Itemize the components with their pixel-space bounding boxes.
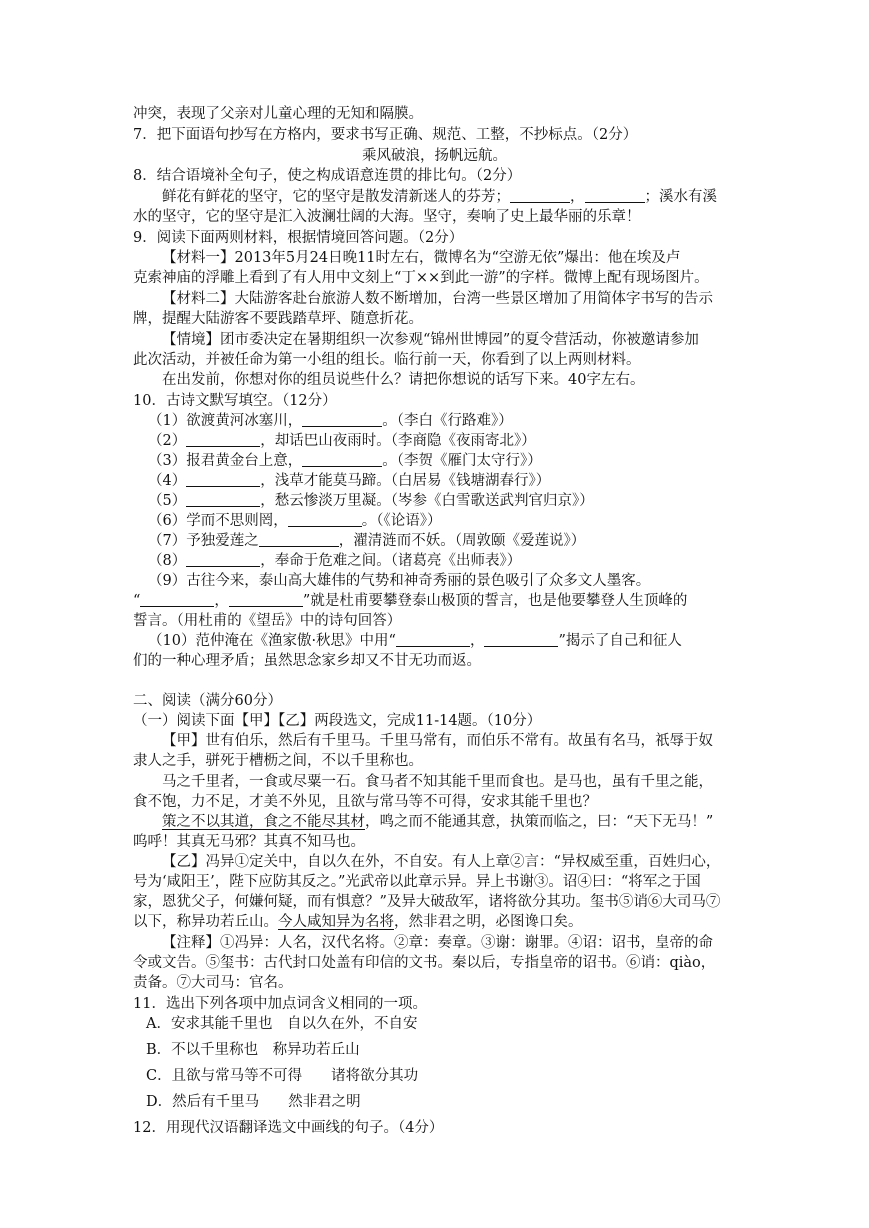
text-line: 隶人之手，骈死于槽枥之间，不以千里称也。 — [133, 753, 423, 769]
notes: 【注释】①冯异：人名，汉代名将。②章：奏章。③谢：谢罪。④诏：诏书，皇帝的命 — [162, 935, 713, 951]
text-line: 誓言。（用杜甫的《望岳》中的诗句回答） — [133, 613, 402, 629]
text-fragment: 。（李白《行路难》） — [382, 413, 513, 429]
poem-item-5 — [148, 491, 594, 511]
text-line: 克索神庙的浮雕上看到了有人用中文刻上“丁××到此一游”的字样。微博上配有现场图片。 — [133, 270, 709, 286]
answer-blank[interactable] — [186, 551, 260, 567]
passage-yi: 【乙】冯异①定关中，自以久在外，不自安。有人上章②言：“异权威至重，百姓归心， — [162, 854, 721, 870]
text-line — [162, 187, 717, 207]
text-line — [162, 812, 713, 832]
subsection-heading: （一）阅读下面【甲】【乙】两段选文，完成11-14题。（10分） — [133, 713, 542, 729]
text-line: 此次活动，并被任命为第一小组的组长。临行前一天，你看到了以上两则材料。 — [133, 352, 641, 368]
text-line: 责备。⑦大司马：官名。 — [133, 975, 293, 991]
text-line — [133, 591, 687, 611]
text-fragment: ，鸣之而不能通其意，执策而临之，曰：“天下无马！” — [365, 814, 714, 830]
text-line: 牌，提醒大陆游客不要践踏草坪、随意折花。 — [133, 311, 423, 327]
answer-blank[interactable] — [140, 591, 214, 607]
answer-blank[interactable] — [259, 531, 339, 547]
text-fragment: ，奉命于危难之间。（诸葛亮《出师表》） — [260, 553, 522, 569]
poem-item-3 — [148, 451, 542, 471]
text-fragment: （3）报君黄金台上意， — [148, 453, 303, 469]
text-fragment: （10）范仲淹在《渔家傲·秋思》中用“ — [148, 633, 396, 649]
answer-blank[interactable] — [302, 411, 382, 427]
text-fragment: （7）予独爱莲之 — [148, 533, 259, 549]
answer-blank[interactable] — [229, 591, 303, 607]
poem-item-1 — [148, 411, 513, 431]
text-line: 令或文告。⑤玺书：古代封口处盖有印信的文书。秦以后，专指皇帝的诏书。⑥诮：qiào， — [133, 955, 716, 971]
passage-jia: 【甲】世有伯乐，然后有千里马。千里马常有，而伯乐不常有。故虽有名马，祇辱于奴 — [162, 733, 713, 749]
answer-blank[interactable] — [186, 431, 260, 447]
answer-blank[interactable] — [585, 187, 645, 203]
option-a[interactable]: A．安求其能千里也 自以久在外，不自安 — [146, 1016, 418, 1032]
text-line: 冲突，表现了父亲对儿童心理的无知和隔膜。 — [133, 106, 423, 122]
material-2: 【材料二】大陆游客赴台旅游人数不断增加，台湾一些景区增加了用简体字书写的告示 — [162, 291, 713, 307]
text-fragment: 以下，称异功若丘山。 — [133, 914, 278, 930]
text-fragment: （5） — [148, 493, 187, 509]
text-line: 号为‘咸阳王’，陛下应防其反之。”光武帝以此章示异。异上书谢③。诏④曰：“将军之于国 — [133, 874, 701, 890]
text-fragment: ，浅草才能莫马蹄。（白居易《钱塘湖春行》） — [260, 473, 551, 489]
question-8: 8．结合语境补全句子，使之构成语意连贯的排比句。（2分） — [133, 168, 522, 184]
text-fragment: ”就是杜甫要攀登泰山极顶的誓言，也是他要攀登人生顶峰的 — [302, 593, 688, 609]
text-fragment: 。（《论语》） — [361, 513, 442, 529]
option-b[interactable]: B．不以千里称也 称异功若丘山 — [146, 1042, 360, 1058]
text-fragment: ；溪水有溪 — [644, 189, 717, 205]
text-fragment: ，愁云惨淡万里凝。（岑参《白雪歌送武判官归京》） — [260, 493, 594, 509]
text-fragment: （1）欲渡黄河冰塞川， — [148, 413, 303, 429]
text-fragment: ，然非君之明，必图谗口矣。 — [394, 914, 583, 930]
question-10: 10．古诗文默写填空。（12分） — [133, 393, 337, 409]
answer-blank[interactable] — [288, 511, 362, 527]
option-c[interactable]: C．且欲与常马等不可得 诸将欲分其功 — [146, 1068, 419, 1084]
text-line: 呜呼！其真无马邪？其真不知马也。 — [133, 834, 365, 850]
question-11: 11．选出下列各项中加点词含义相同的一项。 — [133, 996, 427, 1012]
poem-item-7 — [148, 531, 585, 551]
answer-blank[interactable] — [186, 491, 260, 507]
text-fragment: ，却话巴山夜雨时。（李商隐《夜雨寄北》） — [260, 433, 536, 449]
poem-item-4 — [148, 471, 550, 491]
question-7: 7．把下面语句抄写在方格内，要求书写正确、规范、工整，不抄标点。（2分） — [133, 127, 638, 143]
text-line: 们的一种心理矛盾；虽然思念家乡却又不甘无功而返。 — [133, 653, 481, 669]
text-fragment: （2） — [148, 433, 187, 449]
answer-blank[interactable] — [510, 187, 570, 203]
text-fragment: ，濯清涟而不妖。（周敦颐《爱莲说》） — [338, 533, 586, 549]
text-fragment: （8） — [148, 553, 187, 569]
text-fragment: （6）学而不思则罔， — [148, 513, 288, 529]
text-line: 马之千里者，一食或尽粟一石。食马者不知其能千里而食也。是马也，虽有千里之能， — [162, 774, 713, 790]
text-fragment: ， — [214, 593, 229, 609]
text-line: 家，恩犹父子，何嫌何疑，而有惧意？”及异大破敌军，诸将欲分其功。玺书⑤诮⑥大司马⑦ — [133, 894, 721, 910]
underlined-sentence: 今人咸知异为名将 — [278, 914, 394, 930]
text-line: 水的坚守，它的坚守是汇入波澜壮阔的大海。坚守，奏响了史上最华丽的乐章！ — [133, 209, 641, 225]
situation: 【情境】团市委决定在暑期组织一次参观“锦州世博园”的夏令营活动，你被邀请参加 — [162, 332, 699, 348]
text-fragment: ”揭示了自己和征人 — [558, 633, 682, 649]
underlined-sentence: 策之不以其道，食之不能尽其材 — [162, 814, 365, 830]
question-9: 9．阅读下面两则材料，根据情境回答问题。（2分） — [133, 230, 464, 246]
answer-blank[interactable] — [396, 631, 470, 647]
text-fragment: （4） — [148, 473, 187, 489]
text-line — [133, 912, 583, 932]
material-1: 【材料一】2013年5月24日晚11时左右，微博名为“空游无依”爆出：他在埃及卢 — [162, 250, 681, 266]
text-line: 食不饱，力不足，才美不外见，且欲与常马等不可得，安求其能千里也？ — [133, 794, 597, 810]
question-12: 12．用现代汉语翻译选文中画线的句子。（4分） — [133, 1120, 444, 1136]
poem-item-9: （9）古往今来，泰山高大雄伟的气势和神奇秀丽的景色吸引了众多文人墨客。 — [148, 573, 651, 589]
poem-item-8 — [148, 551, 521, 571]
text-fragment: 鲜花有鲜花的坚守，它的坚守是散发清新迷人的芬芳； — [162, 189, 510, 205]
copy-sentence: 乘风破浪，扬帆远航。 — [362, 148, 507, 164]
poem-item-6 — [148, 511, 441, 531]
text-fragment: 。（李贺《雁门太守行》） — [382, 453, 542, 469]
answer-blank[interactable] — [186, 471, 260, 487]
section-heading: 二、阅读（满分60分） — [133, 693, 282, 709]
poem-item-10 — [148, 631, 682, 651]
text-fragment: “ — [133, 593, 141, 609]
answer-blank[interactable] — [484, 631, 558, 647]
text-fragment: ， — [570, 189, 585, 205]
answer-blank[interactable] — [302, 451, 382, 467]
option-d[interactable]: D．然后有千里马 然非君之明 — [146, 1094, 361, 1110]
text-fragment: ， — [469, 633, 485, 649]
poem-item-2 — [148, 431, 536, 451]
text-line: 在出发前，你想对你的组员说些什么？请把你想说的话写下来。40字左右。 — [162, 372, 645, 388]
